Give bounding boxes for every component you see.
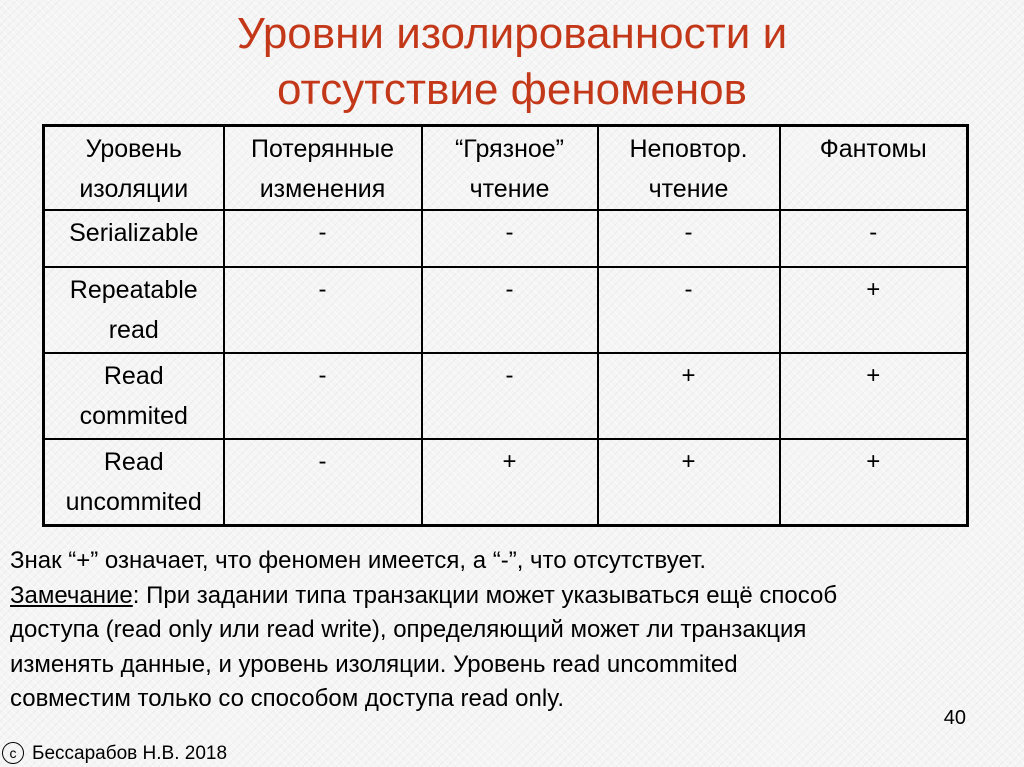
copyright-text: Бессарабов Н.В. 2018 <box>32 743 228 764</box>
table-row-read-uncommited <box>44 439 968 525</box>
cell-non-repeatable-read: - <box>598 267 780 353</box>
cell-non-repeatable-read: + <box>598 439 780 525</box>
cell-phantoms: + <box>780 353 968 439</box>
page-number: 40 <box>943 707 966 729</box>
cell-phantoms: + <box>780 439 968 525</box>
cell-lost-updates: - <box>224 353 422 439</box>
cell-non-repeatable-read: - <box>598 210 780 267</box>
title-line-2: отсутствие феноменов <box>277 65 747 114</box>
remark-line <box>10 579 1015 614</box>
cell-lost-updates: - <box>224 439 422 525</box>
remark-text: : При задании типа транзакции может указываться ещё способ <box>132 581 838 609</box>
remark-label: Замечание <box>10 581 133 609</box>
row-level-label: Serializable <box>44 210 224 267</box>
cell-phantoms: + <box>780 267 968 353</box>
remark-line: изменять данные, и уровень изоляции. Уровень read uncommited <box>10 650 738 678</box>
row-level-label: Read commited <box>44 353 224 439</box>
cell-lost-updates: - <box>224 210 422 267</box>
copyright-icon: c <box>2 742 24 764</box>
table-header-row <box>44 126 968 211</box>
header-lost-updates: Потерянные изменения <box>224 126 422 211</box>
slide-title <box>0 6 1024 118</box>
header-non-repeatable-read: Неповтор. чтение <box>598 126 780 211</box>
header-phantoms: Фантомы <box>780 126 968 211</box>
legend-line: Знак “+” означает, что феномен имеется, а “-”, что отсутствует. <box>10 547 707 574</box>
cell-phantoms: - <box>780 210 968 267</box>
cell-dirty-read: - <box>422 210 598 267</box>
table-row-read-commited <box>44 353 968 439</box>
row-level-label: Read uncommited <box>44 439 224 525</box>
isolation-levels-table <box>42 124 969 527</box>
remark-line: совместим только со способом доступа read only. <box>10 685 565 712</box>
title-line-1: Уровни изолированности и <box>236 9 788 58</box>
copyright-footer <box>2 742 227 765</box>
header-dirty-read: “Грязное” чтение <box>422 126 598 211</box>
header-isolation-level: Уровень изоляции <box>44 126 224 211</box>
remark-line: доступа (read only или read write), определяющий может ли транзакция <box>10 616 807 643</box>
cell-dirty-read: - <box>422 353 598 439</box>
table-row-repeatable-read <box>44 267 968 353</box>
cell-lost-updates: - <box>224 267 422 353</box>
cell-dirty-read: - <box>422 267 598 353</box>
cell-non-repeatable-read: + <box>598 353 780 439</box>
table-row-serializable <box>44 210 968 267</box>
cell-dirty-read: + <box>422 439 598 525</box>
row-level-label: Repeatable read <box>44 267 224 353</box>
notes-text <box>10 544 1015 717</box>
